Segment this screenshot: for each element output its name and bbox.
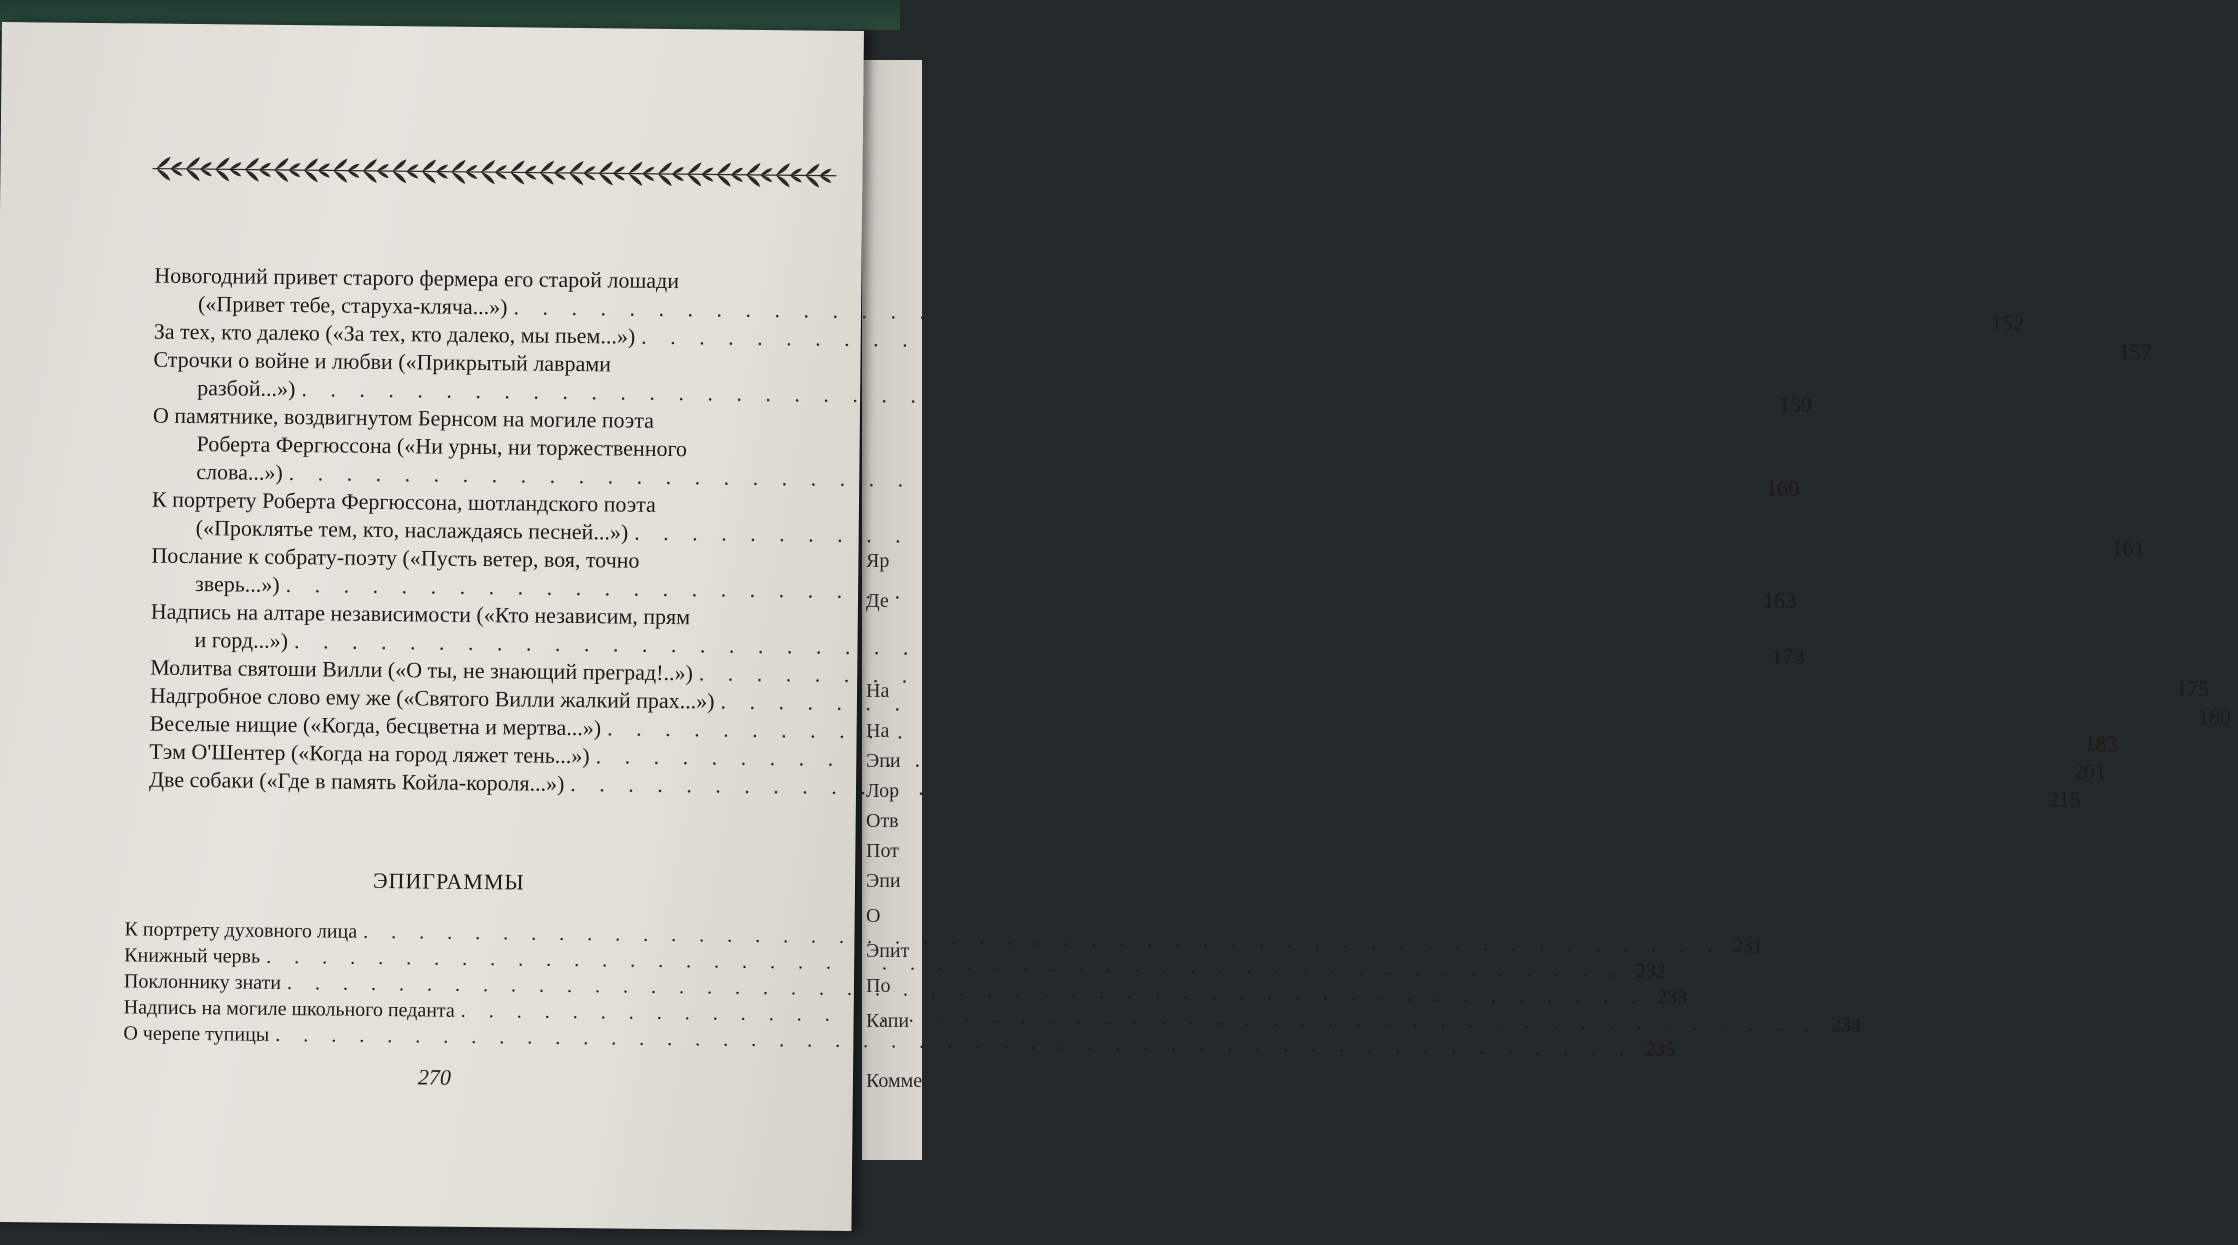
toc-page-number: 215 xyxy=(2047,786,2081,812)
adjacent-page-text: Капи xyxy=(866,1010,910,1032)
toc-entry-text: За тех, кто далеко («За тех, кто далеко, мы пьем...») xyxy=(153,318,636,349)
toc-page-number: 183 xyxy=(2084,730,2118,757)
toc-entry-text: («Привет тебе, старуха-кляча...») xyxy=(197,291,508,320)
adjacent-page-text: Яр xyxy=(866,550,890,572)
toc-entry-text: Новогодний привет старого фермера его старой лошади xyxy=(154,262,680,294)
toc-entry-text: Надпись на алтаре независимости («Кто независим, прям xyxy=(150,598,691,630)
toc-entry-text: К портрету Роберта Фергюссона, шотландского поэта xyxy=(151,486,657,517)
epigram-title: Надпись на могиле школьного педанта xyxy=(123,996,455,1022)
toc-page-number: 160 xyxy=(1766,475,1800,501)
toc-page-number: 159 xyxy=(1778,391,1812,417)
epigrams-heading: ЭПИГРАММЫ xyxy=(372,867,525,895)
toc-page-number: 175 xyxy=(2176,675,2210,702)
adjacent-page-text: На xyxy=(866,720,890,742)
toc-entry-text: Молитва святоши Вилли («О ты, не знающий преград!..») xyxy=(150,654,693,686)
epigram-title: Книжный червь xyxy=(124,944,261,968)
adjacent-page-text: Эпит xyxy=(866,940,910,962)
toc-entry-text: разбой...») xyxy=(197,375,296,402)
toc-entry-text: слова...») xyxy=(196,459,283,485)
epigram-page-number: 233 xyxy=(1656,986,1688,1009)
toc-page-number: 157 xyxy=(2118,339,2152,365)
decorative-laurel-border xyxy=(150,150,838,195)
adjacent-page-text: По xyxy=(866,975,891,997)
dot-leader xyxy=(634,519,2099,562)
adjacent-page-text: Эпи xyxy=(866,870,901,892)
epigram-page-number: 234 xyxy=(1830,1014,1861,1037)
epigram-title: Поклоннику знати xyxy=(123,970,282,994)
epigram-title: О черепе тупицы xyxy=(123,1022,270,1046)
toc-page-number: 161 xyxy=(2111,535,2145,561)
adjacent-page-text: Эпи xyxy=(866,750,901,772)
toc-entry-text: Две собаки («Где в память Койла-короля...») xyxy=(148,766,565,796)
adjacent-page-text: Отв xyxy=(866,810,899,832)
toc-entry-text: Надгробное слово ему же («Святого Вилли жалкий прах...») xyxy=(149,682,715,714)
adjacent-page-text: На xyxy=(866,680,890,702)
toc-page-number: 152 xyxy=(1990,309,2025,336)
page-number: 270 xyxy=(417,1064,452,1090)
toc-entry-text: Послание к собрату-поэту («Пусть ветер, воя, точно xyxy=(151,542,640,573)
toc-page-number: 173 xyxy=(1771,643,1805,669)
toc-entry-text: Роберта Фергюссона («Ни урны, ни торжественного xyxy=(196,431,688,462)
adjacent-page-text: Коммент xyxy=(866,1070,942,1092)
epigram-page-number: 235 xyxy=(1645,1038,1676,1061)
adjacent-page-text: Де xyxy=(866,590,889,612)
epigram-title: К портрету духовного лица xyxy=(124,918,358,943)
epigram-page-number: 231 xyxy=(1732,935,1764,958)
toc-entry-text: Веселые нищие («Когда, бесцветна и мертва...») xyxy=(149,710,602,741)
toc-page-number: 201 xyxy=(2072,758,2107,785)
toc-entry-text: Строчки о войне и любви («Прикрытый лаврами xyxy=(153,346,612,377)
epigram-page-number: 232 xyxy=(1635,960,1667,983)
toc-page-number: 163 xyxy=(1762,587,1797,613)
toc-page-number: 180 xyxy=(2197,704,2232,730)
toc-entry-text: Тэм О'Шентер («Когда на город ляжет тень...») xyxy=(149,738,590,769)
toc-entry-text: («Проклятье тем, кто, наслаждаясь песней...») xyxy=(195,515,629,545)
toc-entry-text: и горд...») xyxy=(194,627,289,654)
adjacent-page-text: О xyxy=(866,905,881,927)
toc-entry-text: О памятнике, воздвигнутом Бернсом на могиле поэта xyxy=(152,402,655,433)
toc-entry-text: зверь...») xyxy=(194,571,280,597)
adjacent-page-text: Пот xyxy=(866,840,899,862)
adjacent-page-text: Лор xyxy=(866,780,900,802)
